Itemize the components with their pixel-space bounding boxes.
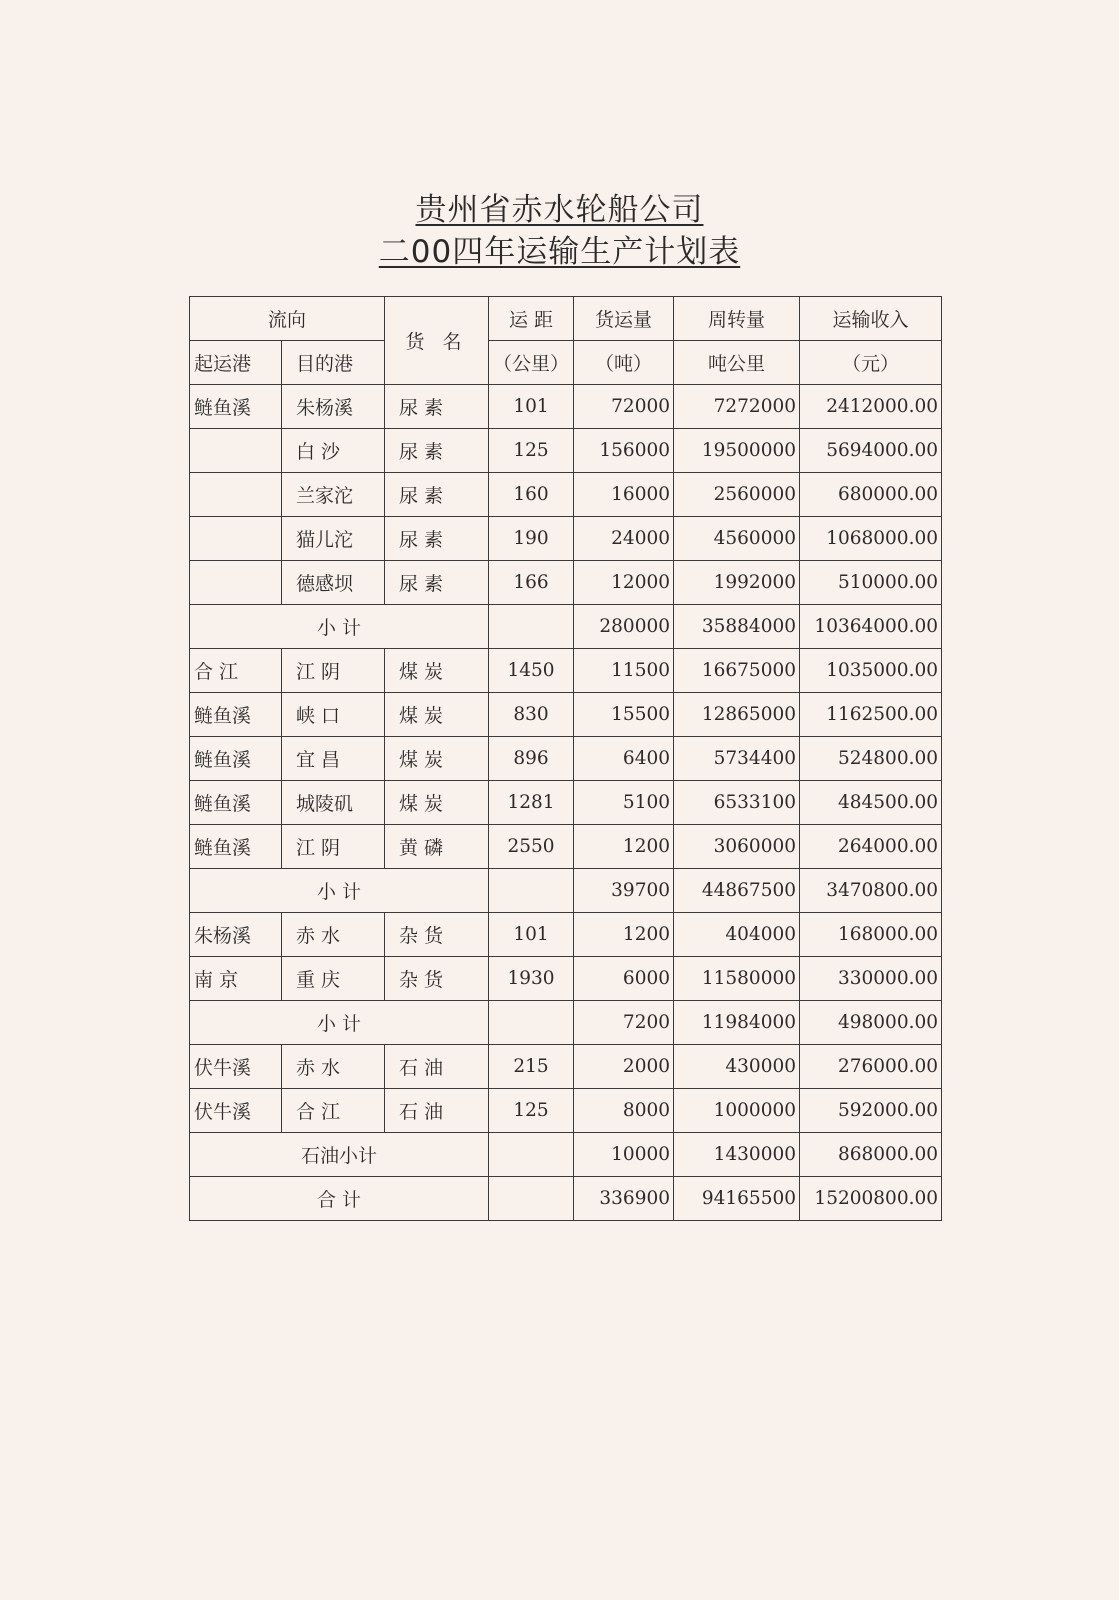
volume-cell: 1200	[574, 825, 674, 869]
goods-cell: 杂 货	[385, 913, 489, 957]
subtotal-row	[190, 1001, 942, 1045]
destination-port-cell: 峡 口	[282, 693, 385, 737]
goods-cell: 煤 炭	[385, 781, 489, 825]
distance-cell: 125	[489, 1089, 574, 1133]
goods-cell: 尿 素	[385, 429, 489, 473]
destination-port-cell: 重 庆	[282, 957, 385, 1001]
revenue-cell: 168000.00	[800, 913, 942, 957]
turnover-cell: 19500000	[674, 429, 800, 473]
subtotal-revenue: 10364000.00	[800, 605, 942, 649]
goods-cell: 煤 炭	[385, 693, 489, 737]
subtotal-turnover: 1430000	[674, 1133, 800, 1177]
goods-cell: 尿 素	[385, 473, 489, 517]
turnover-cell: 7272000	[674, 385, 800, 429]
total-turnover: 94165500	[674, 1177, 800, 1221]
table-row	[190, 429, 942, 473]
subtotal-revenue: 868000.00	[800, 1133, 942, 1177]
table-row	[190, 473, 942, 517]
destination-port-cell: 宜 昌	[282, 737, 385, 781]
destination-port-cell: 赤 水	[282, 1045, 385, 1089]
goods-header: 货 名	[385, 297, 489, 385]
table-row	[190, 1089, 942, 1133]
distance-header: 运 距	[489, 297, 574, 341]
revenue-cell: 264000.00	[800, 825, 942, 869]
volume-cell: 12000	[574, 561, 674, 605]
distance-cell: 101	[489, 913, 574, 957]
turnover-cell: 430000	[674, 1045, 800, 1089]
subtotal-volume: 10000	[574, 1133, 674, 1177]
header-row-1	[190, 297, 942, 341]
distance-unit: （公里）	[489, 341, 574, 385]
origin-port-cell: 鲢鱼溪	[190, 385, 282, 429]
goods-cell: 杂 货	[385, 957, 489, 1001]
goods-cell: 煤 炭	[385, 737, 489, 781]
table-row	[190, 517, 942, 561]
revenue-unit: （元）	[800, 341, 942, 385]
distance-cell: 190	[489, 517, 574, 561]
turnover-cell: 16675000	[674, 649, 800, 693]
distance-cell: 1450	[489, 649, 574, 693]
volume-cell: 5100	[574, 781, 674, 825]
revenue-cell: 330000.00	[800, 957, 942, 1001]
origin-port-cell	[190, 517, 282, 561]
volume-cell: 24000	[574, 517, 674, 561]
origin-port-cell	[190, 429, 282, 473]
origin-port-cell: 鲢鱼溪	[190, 693, 282, 737]
volume-cell: 2000	[574, 1045, 674, 1089]
document-title	[0, 184, 1119, 229]
revenue-cell: 2412000.00	[800, 385, 942, 429]
destination-header: 目的港	[282, 341, 385, 385]
turnover-cell: 2560000	[674, 473, 800, 517]
distance-cell: 215	[489, 1045, 574, 1089]
table-row	[190, 561, 942, 605]
subtotal-turnover: 35884000	[674, 605, 800, 649]
destination-port-cell: 白 沙	[282, 429, 385, 473]
goods-cell: 石 油	[385, 1045, 489, 1089]
volume-header: 货运量	[574, 297, 674, 341]
header-row-2	[190, 341, 942, 385]
origin-port-cell: 朱杨溪	[190, 913, 282, 957]
volume-cell: 1200	[574, 913, 674, 957]
distance-cell: 125	[489, 429, 574, 473]
subtotal-volume: 39700	[574, 869, 674, 913]
table-row	[190, 649, 942, 693]
table-row	[190, 825, 942, 869]
volume-cell: 16000	[574, 473, 674, 517]
revenue-cell: 484500.00	[800, 781, 942, 825]
revenue-cell: 5694000.00	[800, 429, 942, 473]
origin-port-cell	[190, 473, 282, 517]
turnover-cell: 12865000	[674, 693, 800, 737]
table-row	[190, 913, 942, 957]
volume-cell: 8000	[574, 1089, 674, 1133]
goods-cell: 尿 素	[385, 385, 489, 429]
distance-cell: 830	[489, 693, 574, 737]
subtotal-row	[190, 605, 942, 649]
company-name: 贵州省赤水轮船公司	[415, 192, 704, 228]
turnover-cell: 4560000	[674, 517, 800, 561]
table-row	[190, 781, 942, 825]
turnover-cell: 11580000	[674, 957, 800, 1001]
turnover-cell: 404000	[674, 913, 800, 957]
subtotal-label: 石油小计	[190, 1133, 489, 1177]
distance-cell: 166	[489, 561, 574, 605]
total-label: 合 计	[190, 1177, 489, 1221]
table-row	[190, 737, 942, 781]
origin-port-cell: 伏牛溪	[190, 1045, 282, 1089]
flow-header: 流向	[190, 297, 385, 341]
volume-cell: 15500	[574, 693, 674, 737]
turnover-unit: 吨公里	[674, 341, 800, 385]
volume-cell: 156000	[574, 429, 674, 473]
revenue-cell: 524800.00	[800, 737, 942, 781]
turnover-cell: 5734400	[674, 737, 800, 781]
revenue-header: 运输收入	[800, 297, 942, 341]
table-row	[190, 693, 942, 737]
transport-plan-table	[189, 296, 942, 1221]
revenue-cell: 1035000.00	[800, 649, 942, 693]
document-subtitle	[0, 226, 1119, 271]
subtotal-turnover: 44867500	[674, 869, 800, 913]
origin-port-cell: 伏牛溪	[190, 1089, 282, 1133]
turnover-cell: 3060000	[674, 825, 800, 869]
table-row	[190, 1045, 942, 1089]
subtotal-revenue: 498000.00	[800, 1001, 942, 1045]
destination-port-cell: 城陵矶	[282, 781, 385, 825]
turnover-header: 周转量	[674, 297, 800, 341]
subtotal-volume: 7200	[574, 1001, 674, 1045]
revenue-cell: 276000.00	[800, 1045, 942, 1089]
turnover-cell: 1992000	[674, 561, 800, 605]
revenue-cell: 1162500.00	[800, 693, 942, 737]
distance-cell: 896	[489, 737, 574, 781]
goods-cell: 石 油	[385, 1089, 489, 1133]
origin-port-cell: 鲢鱼溪	[190, 737, 282, 781]
origin-port-cell	[190, 561, 282, 605]
subtotal-revenue: 3470800.00	[800, 869, 942, 913]
empty-distance-cell	[489, 605, 574, 649]
revenue-cell: 510000.00	[800, 561, 942, 605]
empty-distance-cell	[489, 1001, 574, 1045]
empty-distance-cell	[489, 1133, 574, 1177]
goods-cell: 尿 素	[385, 517, 489, 561]
volume-unit: （吨）	[574, 341, 674, 385]
destination-port-cell: 兰家沱	[282, 473, 385, 517]
total-revenue: 15200800.00	[800, 1177, 942, 1221]
origin-port-cell: 鲢鱼溪	[190, 781, 282, 825]
origin-port-cell: 南 京	[190, 957, 282, 1001]
destination-port-cell: 合 江	[282, 1089, 385, 1133]
turnover-cell: 6533100	[674, 781, 800, 825]
goods-cell: 煤 炭	[385, 649, 489, 693]
goods-cell: 尿 素	[385, 561, 489, 605]
goods-cell: 黄 磷	[385, 825, 489, 869]
volume-cell: 11500	[574, 649, 674, 693]
subtotal-turnover: 11984000	[674, 1001, 800, 1045]
subtotal-label: 小 计	[190, 1001, 489, 1045]
subtotal-row	[190, 869, 942, 913]
origin-header: 起运港	[190, 341, 282, 385]
distance-cell: 1930	[489, 957, 574, 1001]
subtotal-volume: 280000	[574, 605, 674, 649]
turnover-cell: 1000000	[674, 1089, 800, 1133]
total-volume: 336900	[574, 1177, 674, 1221]
subtotal-row	[190, 1133, 942, 1177]
table-row	[190, 957, 942, 1001]
destination-port-cell: 江 阴	[282, 825, 385, 869]
subtotal-label: 小 计	[190, 605, 489, 649]
subtotal-label: 小 计	[190, 869, 489, 913]
revenue-cell: 1068000.00	[800, 517, 942, 561]
distance-cell: 2550	[489, 825, 574, 869]
revenue-cell: 680000.00	[800, 473, 942, 517]
origin-port-cell: 合 江	[190, 649, 282, 693]
distance-cell: 101	[489, 385, 574, 429]
destination-port-cell: 朱杨溪	[282, 385, 385, 429]
volume-cell: 6400	[574, 737, 674, 781]
table-row	[190, 385, 942, 429]
volume-cell: 6000	[574, 957, 674, 1001]
empty-distance-cell	[489, 869, 574, 913]
origin-port-cell: 鲢鱼溪	[190, 825, 282, 869]
destination-port-cell: 赤 水	[282, 913, 385, 957]
destination-port-cell: 猫儿沱	[282, 517, 385, 561]
distance-cell: 1281	[489, 781, 574, 825]
distance-cell: 160	[489, 473, 574, 517]
plan-title: 二00四年运输生产计划表	[378, 234, 741, 270]
total-row	[190, 1177, 942, 1221]
volume-cell: 72000	[574, 385, 674, 429]
destination-port-cell: 江 阴	[282, 649, 385, 693]
destination-port-cell: 德感坝	[282, 561, 385, 605]
empty-distance-cell	[489, 1177, 574, 1221]
revenue-cell: 592000.00	[800, 1089, 942, 1133]
